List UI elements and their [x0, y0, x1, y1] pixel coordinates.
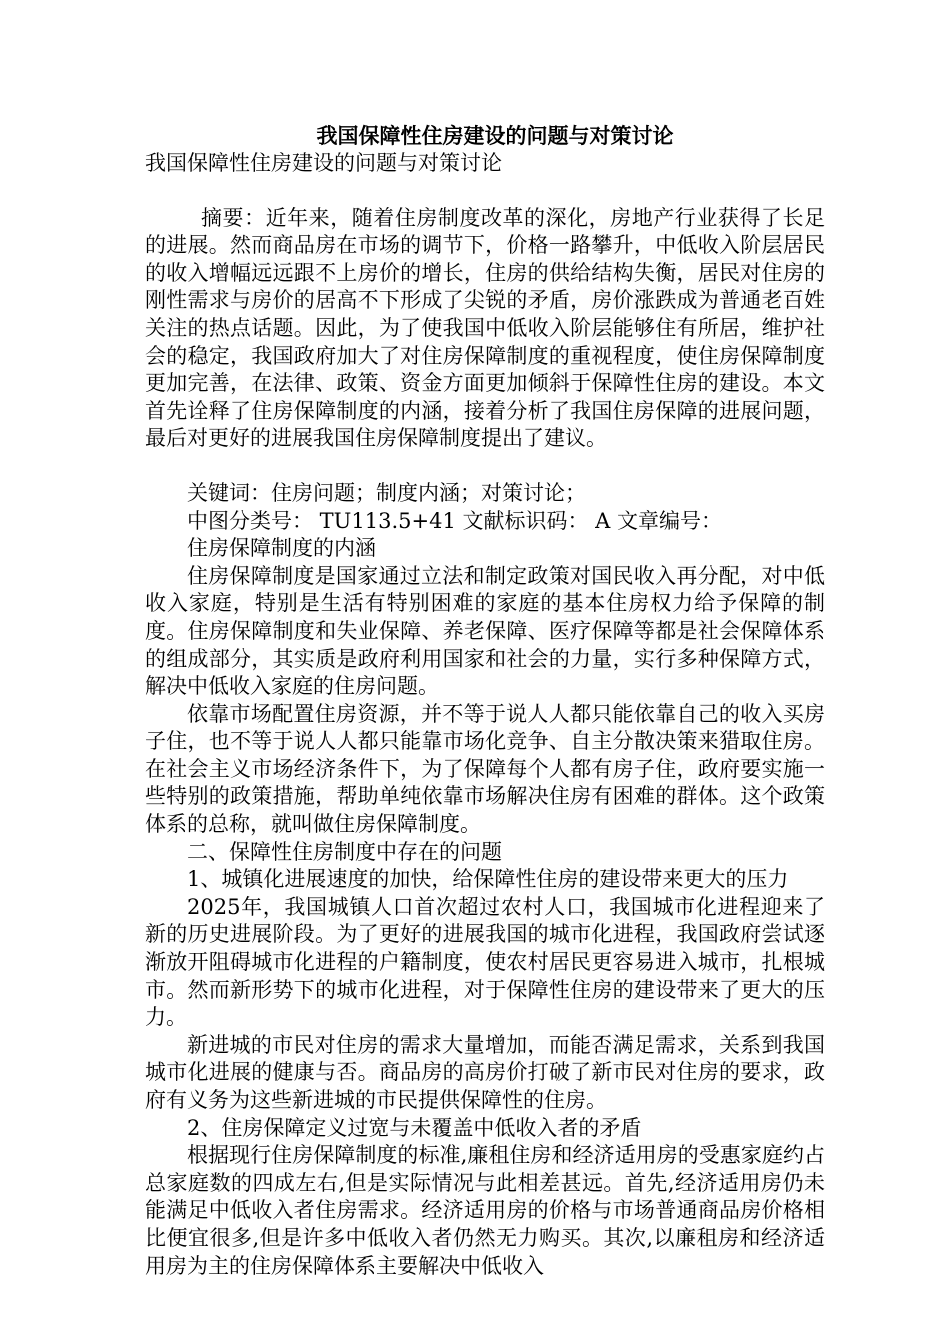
- section-heading-1: 住房保障制度的内涵: [187, 536, 376, 561]
- body-paragraph-2: 依靠市场配置住房资源，并不等于说人人都只能依靠自己的收入买房子住，也不等于说人人都只能靠市场化竞争、自主分散决策来猎取住房。在社会主义市场经济条件下，为了保障每个人都有房子住，政府要实施一些特别的政策措施，帮助单纯依靠市场解决住房有困难的群体。这个政策体系的总称，就叫做住房保障制度。: [145, 701, 825, 837]
- document-subtitle: 我国保障性住房建设的问题与对策讨论: [145, 151, 502, 175]
- spacer: [145, 453, 825, 480]
- subsection-heading-2: 2、住房保障定义过宽与未覆盖中低收入者的矛盾: [187, 1115, 642, 1140]
- document-page: [145, 122, 825, 1280]
- spacer: [145, 178, 825, 205]
- body-paragraph-3: 2025年，我国城镇人口首次超过农村人口，我国城市化进程迎来了新的历史进展阶段。为了更好的进展我国的城市化进程，我国政府尝试逐渐放开阻碍城市化进程的户籍制度，使农村居民更容易进入城市，扎根城市。然而新形势下的城市化进程，对于保障性住房的建设带来了更大的压力。: [145, 894, 825, 1030]
- keywords-line: 关键词：住房问题；制度内涵；对策讨论；: [187, 480, 586, 505]
- abstract-paragraph: 摘要：近年来，随着住房制度改革的深化，房地产行业获得了长足的进展。然而商品房在市场的调节下，价格一路攀升，中低收入阶层居民的收入增幅远远跟不上房价的增长，住房的供给结构失衡，居民对住房的刚性需求与房价的居高不下形成了尖锐的矛盾，房价涨跌成为普通老百姓关注的热点话题。因此，为了使我国中低收入阶层能够住有所居，维护社会的稳定，我国政府加大了对住房保障制度的重视程度，使住房保障制度更加完善，在法律、政策、资金方面更加倾斜于保障性住房的建设。本文首先诠释了住房保障制度的内涵，接着分析了我国住房保障的进展问题，最后对更好的进展我国住房保障制度提出了建议。: [145, 205, 825, 451]
- document-title: 我国保障性住房建设的问题与对策讨论: [316, 123, 674, 148]
- body-paragraph-5: 根据现行住房保障制度的标准,廉租住房和经济适用房的受惠家庭约占总家庭数的四成左右,但是实际情况与此相差甚远。首先,经济适用房仍未能满足中低收入者住房需求。经济适用房的价格与市场普通商品房价格相比便宜很多,但是许多中低收入者仍然无力购买。其次,以廉租房和经济适用房为主的住房保障体系主要解决中低收入: [145, 1143, 825, 1278]
- section-heading-2: 二、保障性住房制度中存在的问题: [187, 839, 502, 864]
- body-paragraph-4: 新进城的市民对住房的需求大量增加，而能否满足需求，关系到我国城市化进展的健康与否。商品房的高房价打破了新市民对住房的要求，政府有义务为这些新进城的市民提供保障性的住房。: [145, 1032, 825, 1112]
- classification-line: 中图分类号： TU113.5+41 文献标识码： A 文章编号：: [187, 508, 723, 533]
- subsection-heading-1: 1、城镇化进展速度的加快，给保障性住房的建设带来更大的压力: [187, 867, 789, 892]
- body-paragraph-1: 住房保障制度是国家通过立法和制定政策对国民收入再分配，对中低收入家庭，特别是生活有特别困难的家庭的基本住房权力给予保障的制度。住房保障制度和失业保障、养老保障、医疗保障等都是社会保障体系的组成部分，其实质是政府利用国家和社会的力量，实行多种保障方式，解决中低收入家庭的住房问题。: [145, 563, 825, 699]
